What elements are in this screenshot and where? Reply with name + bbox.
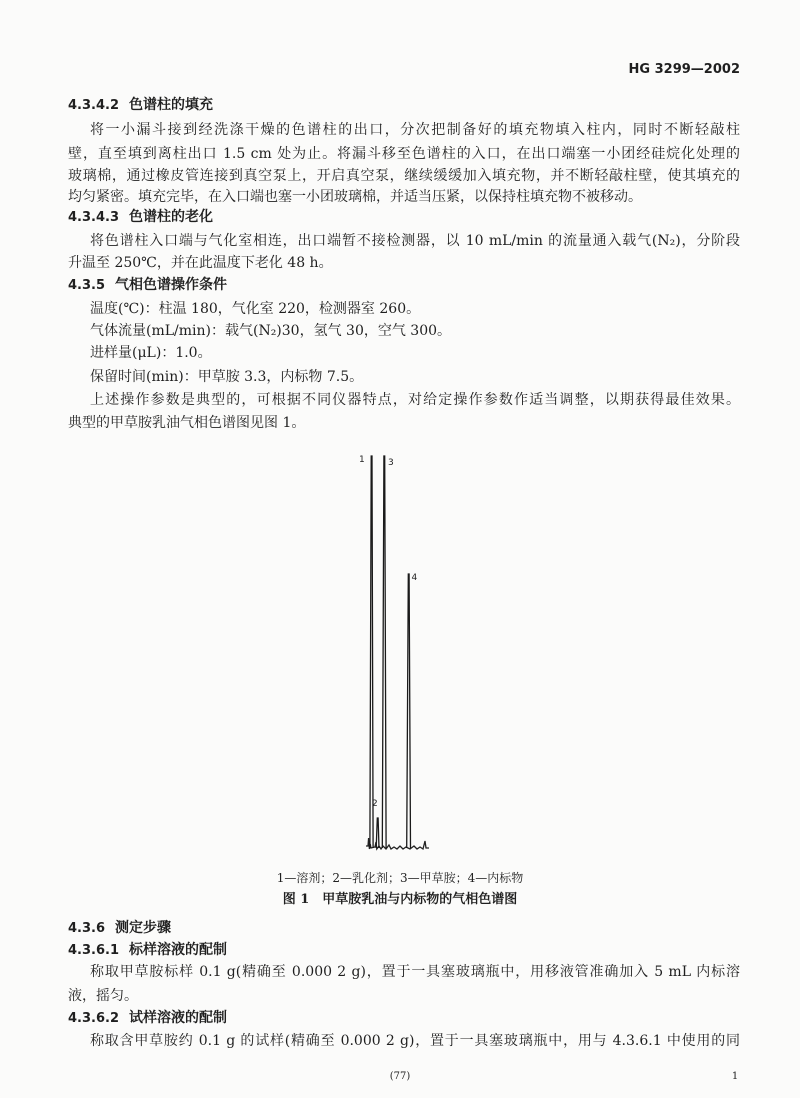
section-heading-4-3-4-3 [68, 206, 213, 228]
paragraph-line: 玻璃棉，通过橡皮管连接到真空泵上，开启真空泵，继续缓缓加入填充物，并不断轻敲柱壁，使其填充的 [68, 168, 740, 184]
peak-2 [376, 818, 379, 848]
footer-mark: 1 [731, 1071, 739, 1082]
peak-3 [382, 456, 386, 848]
section-title: 色谱柱的老化 [129, 209, 213, 225]
chromatogram-baseline [366, 838, 429, 849]
peak-label-4: 4 [411, 573, 418, 583]
condition-injection-volume: 进样量(μL)：1.0。 [90, 345, 212, 361]
paragraph-line: 将一小漏斗接到经洗涤干燥的色谱柱的出口，分次把制备好的填充物填入柱内，同时不断轻敲柱 [90, 122, 740, 138]
paragraph-line: 升温至 250℃，并在此温度下老化 48 h。 [68, 255, 333, 271]
peak-4 [407, 574, 411, 848]
section-title: 试样溶液的配制 [129, 1010, 227, 1026]
section-number: 4.3.6.1 [68, 943, 119, 958]
condition-gas-flow: 气体流量(mL/min)：载气(N₂)30，氢气 30，空气 300。 [90, 323, 452, 339]
paragraph-line: 典型的甲草胺乳油气相色谱图见图 1。 [68, 415, 306, 431]
condition-retention-time: 保留时间(min)：甲草胺 3.3，内标物 7.5。 [90, 369, 364, 385]
peak-label-1: 1 [359, 455, 365, 465]
section-heading-4-3-6-1 [68, 939, 227, 961]
paragraph-line: 称取甲草胺标样 0.1 g(精确至 0.000 2 g)，置于一具塞玻璃瓶中，用移液管准确加入 5 mL 内标溶 [90, 964, 740, 980]
page-number: (77) [389, 1071, 411, 1082]
section-heading-4-3-4-2 [68, 94, 213, 116]
peak-label-2: 2 [372, 799, 378, 809]
section-heading-4-3-6-2 [68, 1007, 227, 1029]
peak-1 [370, 456, 373, 848]
section-title: 测定步骤 [115, 920, 172, 936]
paragraph-line: 壁，直至填到离柱出口 1.5 cm 处为止。将漏斗移至色谱柱的入口，在出口端塞一小团经硅烷化处理的 [68, 146, 740, 162]
paragraph-line: 均匀紧密。填充完毕，在入口端也塞一小团玻璃棉，并适当压紧，以保持柱填充物不被移动。 [68, 189, 642, 205]
section-number: 4.3.6.2 [68, 1011, 119, 1026]
section-number: 4.3.4.2 [68, 98, 119, 113]
peak-label-3: 3 [388, 458, 394, 468]
figure-title: 图 1 甲草胺乳油与内标物的气相色谱图 [282, 892, 518, 907]
section-title: 气相色谱操作条件 [115, 277, 228, 293]
section-title: 色谱柱的填充 [129, 97, 213, 113]
section-heading-4-3-6 [68, 917, 171, 939]
paragraph-line: 上述操作参数是典型的，可根据不同仪器特点，对给定操作参数作适当调整，以期获得最佳效果。 [90, 392, 740, 408]
paragraph-line: 液，摇匀。 [68, 988, 138, 1004]
paragraph-line: 称取含甲草胺约 0.1 g 的试样(精确至 0.000 2 g)，置于一具塞玻璃瓶中，用与 4.3.6.1 中使用的同 [90, 1033, 740, 1049]
section-number: 4.3.4.3 [68, 210, 119, 225]
section-title: 标样溶液的配制 [129, 942, 227, 958]
paragraph-line: 将色谱柱入口端与气化室相连，出口端暂不接检测器，以 10 mL/min 的流量通入载气(N₂)，分阶段 [90, 233, 740, 249]
condition-temperature: 温度(℃)：柱温 180，气化室 220，检测器室 260。 [90, 301, 421, 317]
standard-code: HG 3299—2002 [628, 62, 740, 77]
section-number: 4.3.6 [68, 921, 106, 936]
section-heading-4-3-5 [68, 274, 227, 296]
figure-legend: 1—溶剂；2—乳化剂；3—甲草胺；4—内标物 [276, 871, 524, 885]
section-number: 4.3.5 [68, 278, 106, 293]
